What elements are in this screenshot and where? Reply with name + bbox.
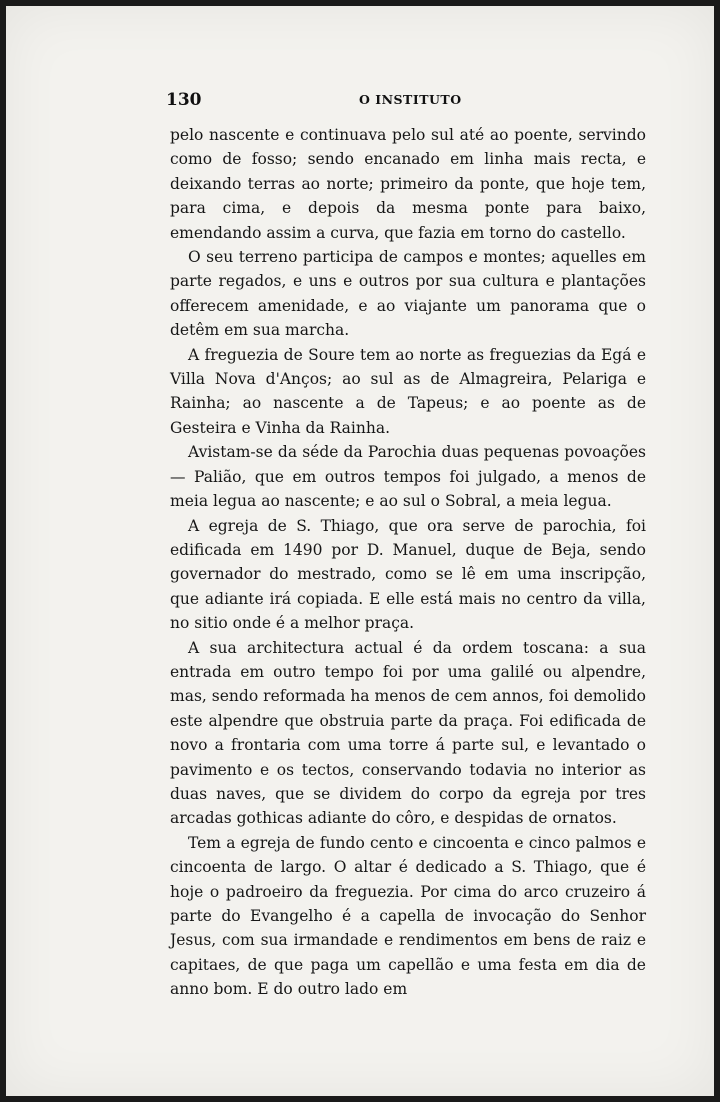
running-title: O INSTITUTO <box>359 92 462 107</box>
paragraph: pelo nascente e continuava pelo sul até ao poente, servindo como de fosso; sendo encanado em linha mais recta, e deixando terras ao norte; primeiro da ponte, que hoje tem, para cima, e depois da mesma ponte para baixo, emendando assim a curva, que fazia em torno do castello. <box>170 126 646 242</box>
page-number: 130 <box>166 90 202 110</box>
paragraph: O seu terreno participa de campos e montes; aquelles em parte regados, e uns e outros por sua cultura e plantações offerecem amenidade, e ao viajante um panorama que o detêm em sua marcha. <box>170 248 646 340</box>
paragraph: A freguezia de Soure tem ao norte as freguezias da Egá e Villa Nova d'Anços; ao sul as de Almagreira, Pelariga e Rainha; ao nascente a de Tapeus; e ao poente as de Gesteira e Vinha da Rainha. <box>170 345 646 437</box>
page-header <box>166 90 646 114</box>
paragraph: Tem a egreja de fundo cento e cincoenta e cinco palmos e cincoenta de largo. O altar é dedicado a S. Thiago, que é hoje o padroeiro da freguezia. Por cima do arco cruzeiro á parte do Evangelho é a capella de invocação do Senhor Jesus, com sua irmandade e rendimentos em bens de raiz e capitaes, de que paga um capellão e uma festa em dia de anno bom. E do outro lado em <box>170 833 646 999</box>
paragraph: A egreja de S. Thiago, que ora serve de parochia, foi edificada em 1490 por D. Manuel, duque de Beja, sendo governador do mestrado, como se lê em uma inscripção, que adiante irá copiada. E elle está mais no centro da villa, no sitio onde é a melhor praça. <box>170 516 646 633</box>
paragraph: Avistam-se da séde da Parochia duas pequenas povoações — Palião, que em outros tempos foi julgado, a menos de meia legua ao nascente; e ao sul o Sobral, a meia legua. <box>170 443 646 511</box>
body-text <box>170 123 646 1002</box>
paragraph: A sua architectura actual é da ordem toscana: a sua entrada em outro tempo foi por uma galilé ou alpendre, mas, sendo reformada ha menos de cem annos, foi demolido este alpendre que obstruia parte da praça. Foi edificada de novo a frontaria com uma torre á parte sul, e levantado o pavimento e os tectos, conservando todavia no interior as duas naves, que se dividem do corpo da egreja por tres arcadas gothicas adiante do côro, e despidas de ornatos. <box>170 638 646 828</box>
book-page <box>6 6 714 1096</box>
